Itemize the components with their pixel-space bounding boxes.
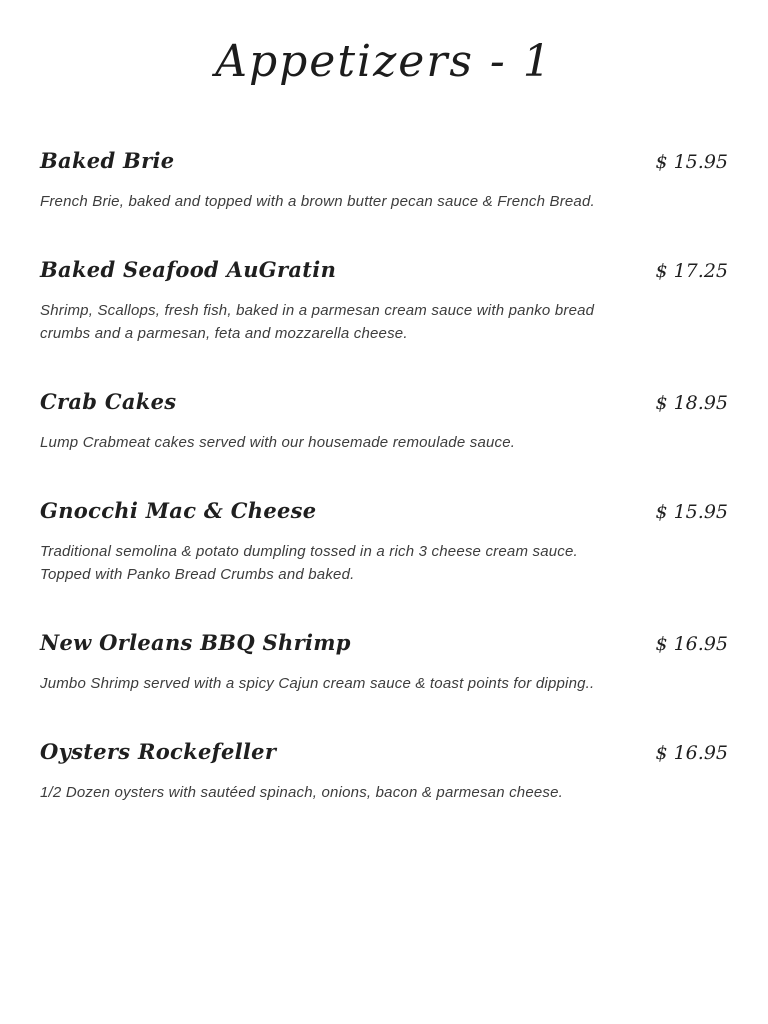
menu-item-description: French Brie, baked and topped with a brown butter pecan sauce & French Bread. xyxy=(40,193,595,210)
menu-item-price: $ 15.95 xyxy=(655,151,728,173)
menu-item-row xyxy=(40,737,728,767)
menu-item-name: Baked Brie xyxy=(40,148,175,173)
menu-item-name: Baked Seafood AuGratin xyxy=(40,257,337,282)
menu-item-description: Lump Crabmeat cakes served with our housemade remoulade sauce. xyxy=(40,434,516,451)
menu-item-row xyxy=(40,255,728,285)
menu-item-row xyxy=(40,496,728,526)
menu-item xyxy=(40,146,728,213)
menu-list xyxy=(40,146,728,804)
menu-header xyxy=(40,30,728,94)
menu-item-price: $ 17.25 xyxy=(655,260,728,282)
page-title: Appetizers - 1 xyxy=(215,36,553,87)
menu-item-row xyxy=(40,146,728,176)
menu-item-price: $ 16.95 xyxy=(655,633,728,655)
menu-item xyxy=(40,628,728,695)
menu-item xyxy=(40,387,728,454)
menu-item-description: Traditional semolina & potato dumpling tossed in a rich 3 cheese cream sauce. Topped with Panko Bread Crumbs and baked. xyxy=(40,543,578,583)
menu-item-row xyxy=(40,387,728,417)
menu-item-row xyxy=(40,628,728,658)
menu-item-name: Gnocchi Mac & Cheese xyxy=(40,498,317,523)
menu-item-name: New Orleans BBQ Shrimp xyxy=(40,630,351,655)
menu-item xyxy=(40,496,728,586)
menu-item-name: Oysters Rockefeller xyxy=(40,739,277,764)
menu-item-price: $ 15.95 xyxy=(655,501,728,523)
menu-item-price: $ 18.95 xyxy=(655,392,728,414)
menu-item xyxy=(40,255,728,345)
menu-item xyxy=(40,737,728,804)
menu-item-description: 1/2 Dozen oysters with sautéed spinach, onions, bacon & parmesan cheese. xyxy=(40,784,564,801)
menu-item-description: Shrimp, Scallops, fresh fish, baked in a parmesan cream sauce with panko bread crumbs and a parmesan, feta and mozzarella cheese. xyxy=(40,302,595,342)
menu-item-price: $ 16.95 xyxy=(655,742,728,764)
menu-item-name: Crab Cakes xyxy=(40,389,177,414)
menu-item-description: Jumbo Shrimp served with a spicy Cajun cream sauce & toast points for dipping.. xyxy=(40,675,595,692)
